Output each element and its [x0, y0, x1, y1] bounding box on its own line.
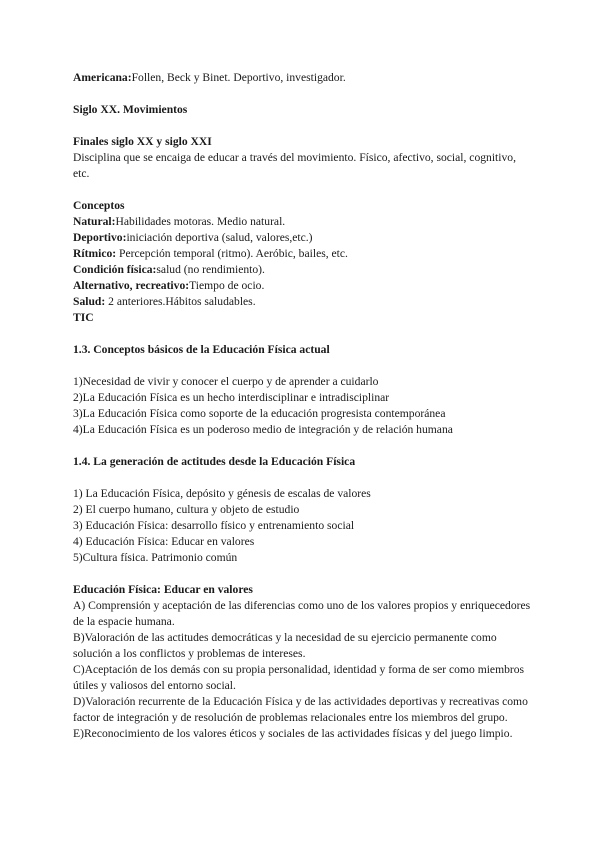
list-item: 1)Necesidad de vivir y conocer el cuerpo y de aprender a cuidarlo	[73, 375, 379, 388]
concepto-label: Condición física:	[73, 263, 157, 276]
concepto-tic	[73, 310, 533, 326]
section-1-3-heading: 1.3. Conceptos básicos de la Educación Física actual	[73, 343, 330, 356]
list-item: D)Valoración recurrente de la Educación Física y de las actividades deportivas y recreativas como factor de integración y de resolución de problemas relacionales entre los miembros del grupo.	[73, 695, 528, 724]
list-item: 3)La Educación Física como soporte de la educación progresista contemporánea	[73, 407, 446, 420]
americana-line	[73, 70, 533, 86]
list-item: B)Valoración de las actitudes democráticas y la necesidad de su ejercicio permanente como solución a los conflictos y problemas de intereses.	[73, 631, 497, 660]
document-page	[73, 70, 533, 742]
concepto-text: iniciación deportiva (salud, valores,etc.)	[126, 231, 313, 244]
concepto-text: Percepción temporal (ritmo). Aeróbic, bailes, etc.	[116, 247, 348, 260]
siglo-xx-heading: Siglo XX. Movimientos	[73, 103, 188, 116]
list-item: 2) El cuerpo humano, cultura y objeto de estudio	[73, 503, 300, 516]
americana-text: Follen, Beck y Binet. Deportivo, investigador.	[131, 71, 346, 84]
concepto-label: Alternativo, recreativo:	[73, 279, 190, 292]
section-1-4-heading: 1.4. La generación de actitudes desde la Educación Física	[73, 455, 356, 468]
finales-heading: Finales siglo XX y siglo XXI	[73, 135, 212, 148]
list-item: 1) La Educación Física, depósito y génesis de escalas de valores	[73, 487, 371, 500]
conceptos-heading: Conceptos	[73, 199, 125, 212]
list-item: E)Reconocimiento de los valores éticos y sociales de las actividades físicas y del juego limpio.	[73, 727, 513, 740]
concepto-deportivo	[73, 230, 533, 246]
concepto-label: Natural:	[73, 215, 116, 228]
concepto-text: 2 anteriores.Hábitos saludables.	[105, 295, 256, 308]
concepto-text: salud (no rendimiento).	[156, 263, 265, 276]
concepto-ritmico	[73, 246, 533, 262]
list-item: 5)Cultura física. Patrimonio común	[73, 551, 238, 564]
list-item: 2)La Educación Física es un hecho interdisciplinar e intradisciplinar	[73, 391, 390, 404]
concepto-label: Rítmico:	[73, 247, 117, 260]
concepto-alternativo	[73, 278, 533, 294]
list-item: 4)La Educación Física es un poderoso medio de integración y de relación humana	[73, 423, 453, 436]
concepto-label: Salud:	[73, 295, 106, 308]
concepto-label: Deportivo:	[73, 231, 127, 244]
list-item: 4) Educación Física: Educar en valores	[73, 535, 255, 548]
finales-text: Disciplina que se encaiga de educar a través del movimiento. Físico, afectivo, social, cognitivo, etc.	[73, 151, 516, 180]
concepto-text: Habilidades motoras. Medio natural.	[115, 215, 286, 228]
concepto-text: Tiempo de ocio.	[189, 279, 265, 292]
americana-label: Americana:	[73, 71, 132, 84]
concepto-salud	[73, 294, 533, 310]
educar-valores-heading: Educación Física: Educar en valores	[73, 583, 253, 596]
concepto-label: TIC	[73, 311, 94, 324]
concepto-condicion-fisica	[73, 262, 533, 278]
list-item: C)Aceptación de los demás con su propia personalidad, identidad y forma de ser como miembros útiles y valiosos del entorno social.	[73, 663, 525, 692]
list-item: A) Comprensión y aceptación de las diferencias como uno de los valores propios y enriquecedores de la espacie humana.	[73, 599, 531, 628]
list-item: 3) Educación Física: desarrollo físico y entrenamiento social	[73, 519, 355, 532]
concepto-natural	[73, 214, 533, 230]
